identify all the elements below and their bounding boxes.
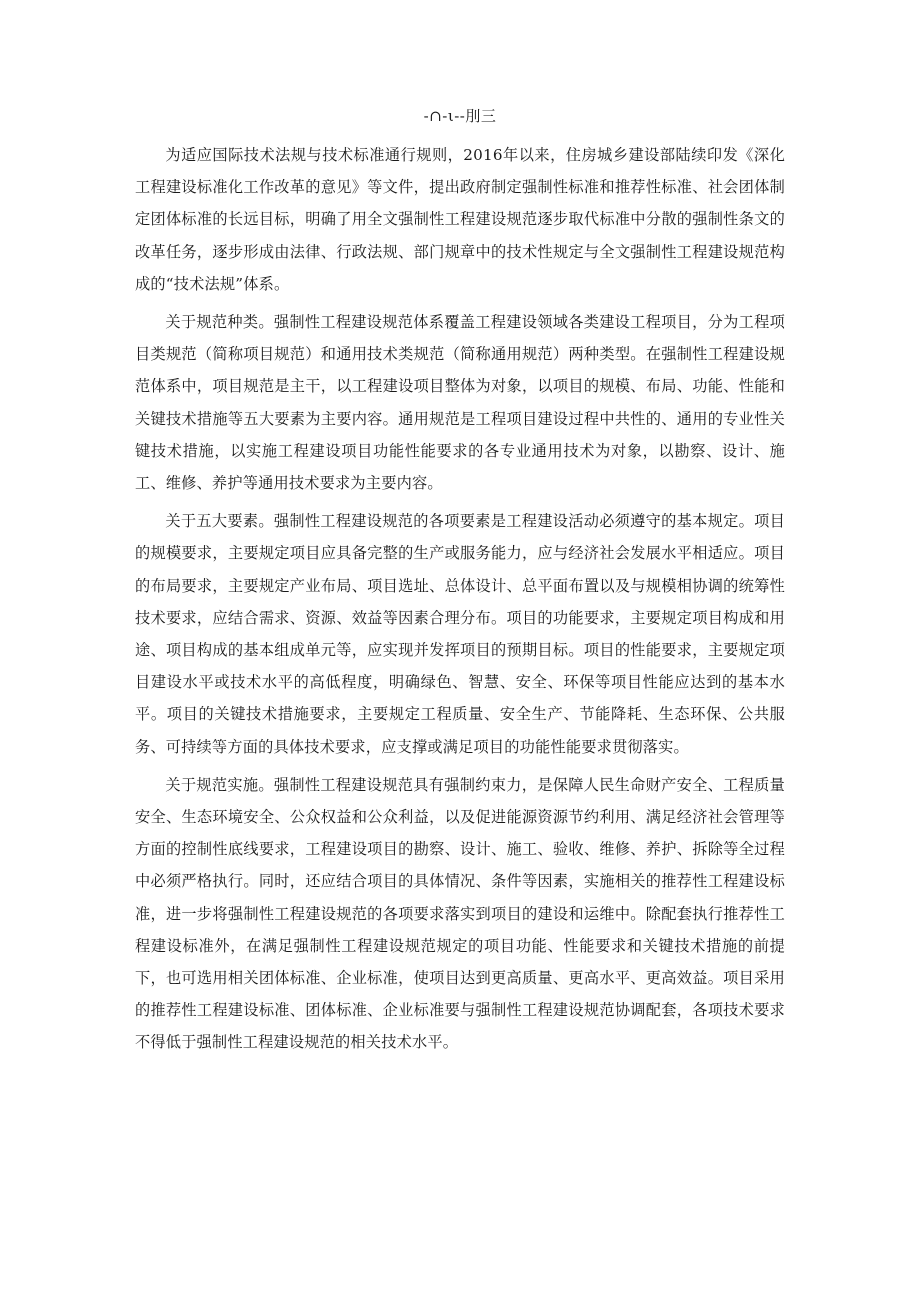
paragraph-five-elements: 关于五大要素。强制性工程建设规范的各项要素是工程建设活动必须遵守的基本规定。项目的规模要求，主要规定项目应具备完整的生产或服务能力，应与经济社会发展水平相适应。项目的布局要求，主要规定产业布局、项目选址、总体设计、总平面布置以及与规模相协调的统筹性技术要求，应结合需求、资源、效益等因素合理分布。项目的功能要求，主要规定项目构成和用途、项目构成的基本组成单元等，应实现并发挥项目的预期目标。项目的性能要求，主要规定项目建设水平或技术水平的高低程度，明确绿色、智慧、安全、环保等项目性能应达到的基本水平。项目的关键技术措施要求，主要规定工程质量、安全生产、节能降耗、生态环保、公共服务、可持续等方面的具体技术要求，应支撑或满足项目的功能性能要求贯彻落实。 [135, 512, 785, 756]
paragraph-intro: 为适应国际技术法规与技术标准通行规则，2016年以来，住房城乡建设部陆续印发《深化工程建设标准化工作改革的意见》等文件，提出政府制定强制性标准和推荐性标准、社会团体制定团体标准的长远目标，明确了用全文强制性工程建设规范逐步取代标准中分散的强制性条文的改革任务，逐步形成由法律、行政法规、部门规章中的技术性规定与全文强制性工程建设规范构成的“技术法规”体系。 [135, 146, 785, 293]
paragraph-implementation: 关于规范实施。强制性工程建设规范具有强制约束力，是保障人民生命财产安全、工程质量安全、生态环境安全、公众权益和公众利益，以及促进能源资源节约利用、满足经济社会管理等方面的控制性底线要求，工程建设项目的勘察、设计、施工、验收、维修、养护、拆除等全过程中必须严格执行。同时，还应结合项目的具体情况、条件等因素，实施相关的推荐性工程建设标准，进一步将强制性工程建设规范的各项要求落实到项目的建设和运维中。除配套执行推荐性工程建设标准外，在满足强制性工程建设规范规定的项目功能、性能要求和关键技术措施的前提下，也可选用相关团体标准、企业标准，使项目达到更高质量、更高水平、更高效益。项目采用的推荐性工程建设标准、团体标准、企业标准要与强制性工程建设规范协调配套，各项技术要求不得低于强制性工程建设规范的相关技术水平。 [135, 775, 785, 1052]
page-header: -∩-ι--刖三 [423, 107, 497, 125]
document-body [135, 139, 785, 1065]
paragraph-spec-types: 关于规范种类。强制性工程建设规范体系覆盖工程建设领域各类建设工程项目，分为工程项目类规范（简称项目规范）和通用技术类规范（简称通用规范）两种类型。在强制性工程建设规范体系中，项目规范是主干，以工程建设项目整体为对象，以项目的规模、布局、功能、性能和关键技术措施等五大要素为主要内容。通用规范是工程项目建设过程中共性的、通用的专业性关键技术措施，以实施工程建设项目功能性能要求的各专业通用技术为对象，以勘察、设计、施工、维修、养护等通用技术要求为主要内容。 [135, 313, 785, 493]
